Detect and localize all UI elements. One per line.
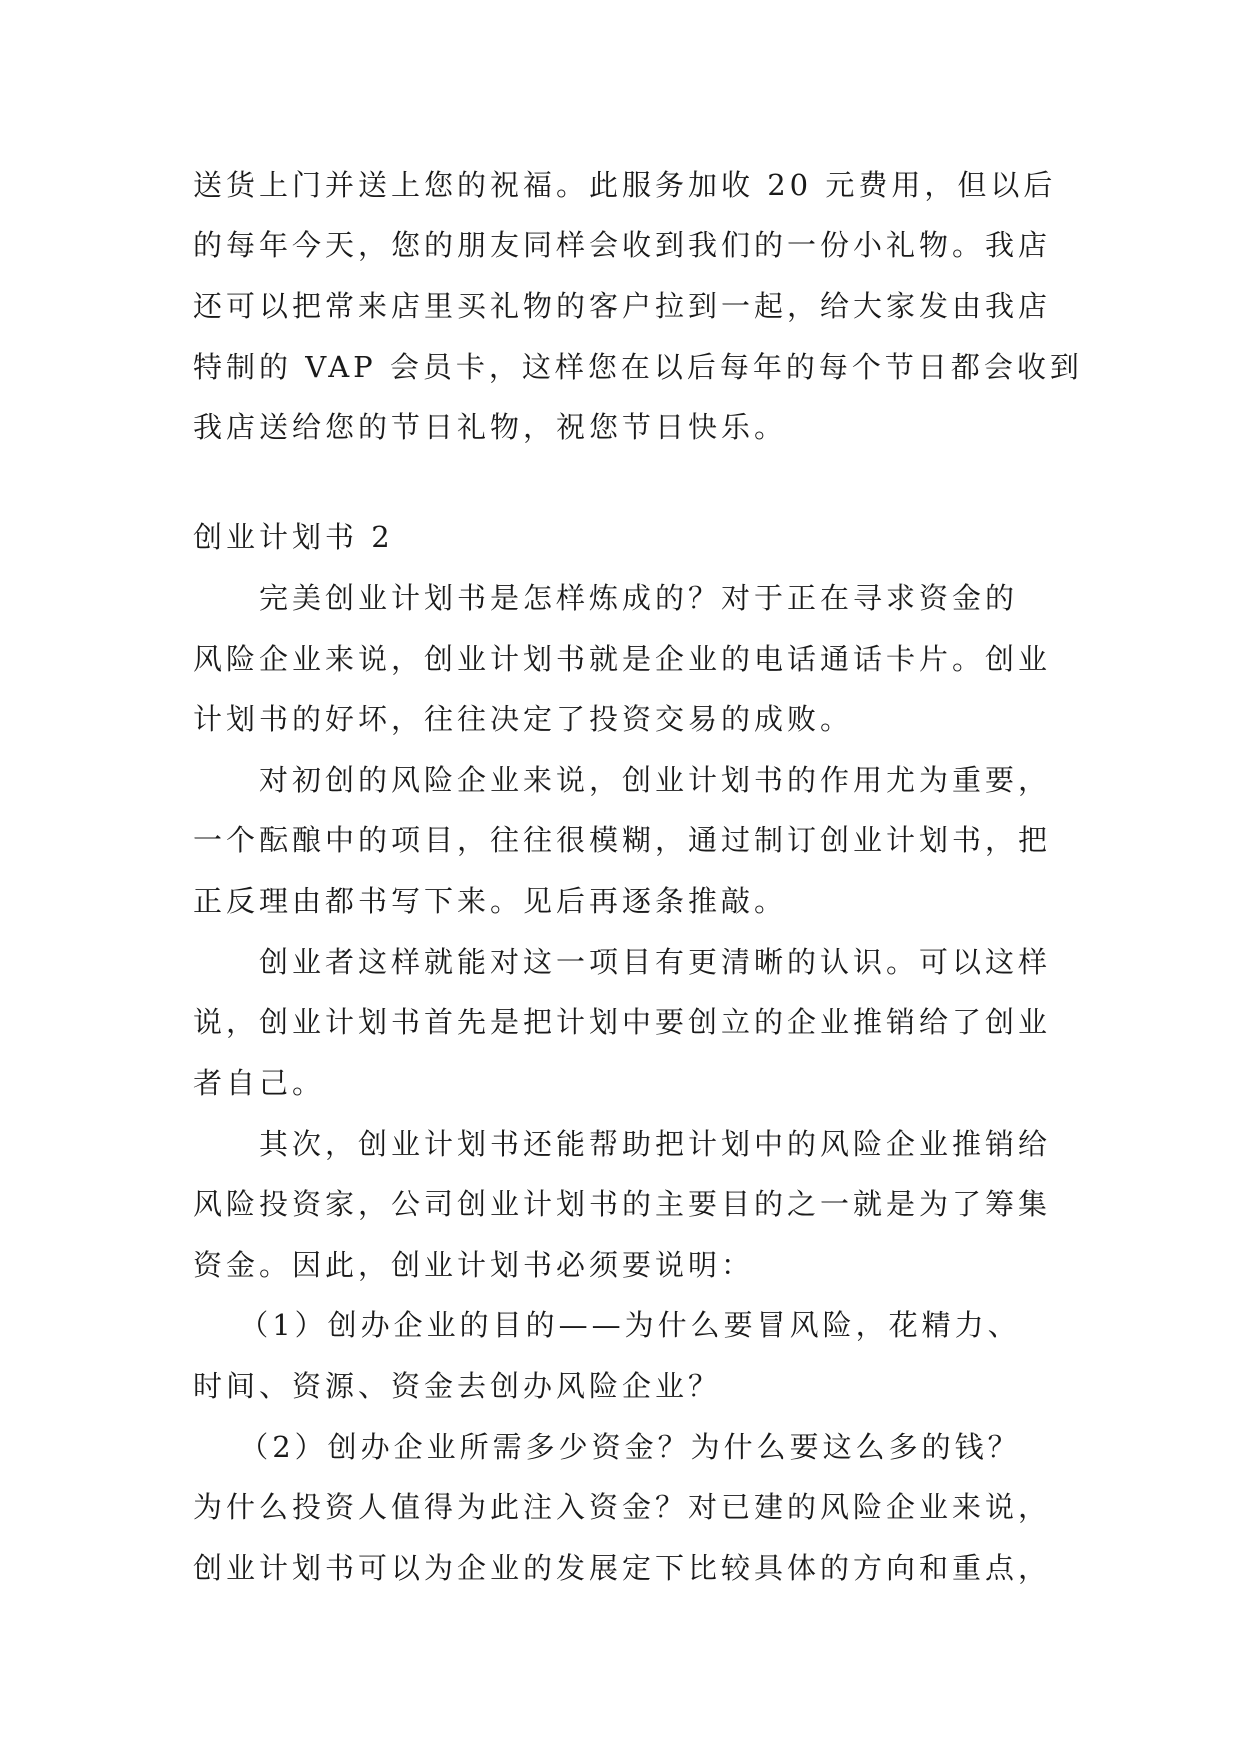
- text-line: 其次，创业计划书还能帮助把计划中的风险企业推销给: [193, 1127, 1052, 1161]
- text-line: 创业者这样就能对这一项目有更清晰的认识。可以这样: [193, 945, 1052, 979]
- text-line: （2）创办企业所需多少资金？为什么要这么多的钱？: [193, 1430, 1021, 1464]
- text-line: 时间、资源、资金去创办风险企业？: [193, 1369, 722, 1403]
- text-line: 风险企业来说，创业计划书就是企业的电话通话卡片。创业: [193, 642, 1052, 676]
- text-line: 资金。因此，创业计划书必须要说明：: [193, 1248, 755, 1282]
- text-line: 的每年今天，您的朋友同样会收到我们的一份小礼物。我店: [193, 228, 1052, 262]
- text-line: 对初创的风险企业来说，创业计划书的作用尤为重要，: [193, 763, 1052, 797]
- text-line: （1）创办企业的目的——为什么要冒风险，花精力、: [193, 1308, 1021, 1342]
- text-line: 还可以把常来店里买礼物的客户拉到一起，给大家发由我店: [193, 289, 1052, 323]
- text-line: 送货上门并送上您的祝福。此服务加收 20 元费用，但以后: [193, 168, 1057, 202]
- text-line: 我店送给您的节日礼物，祝您节日快乐。: [193, 410, 788, 444]
- text-line: 特制的 VAP 会员卡，这样您在以后每年的每个节日都会收到: [193, 350, 1083, 384]
- text-line: 风险投资家，公司创业计划书的主要目的之一就是为了筹集: [193, 1187, 1052, 1221]
- text-line: 者自己。: [193, 1066, 326, 1100]
- text-line: 说，创业计划书首先是把计划中要创立的企业推销给了创业: [193, 1005, 1052, 1039]
- section-heading: 创业计划书 2: [193, 520, 394, 554]
- text-line: 正反理由都书写下来。见后再逐条推敲。: [193, 884, 788, 918]
- text-line: 计划书的好坏，往往决定了投资交易的成败。: [193, 702, 854, 736]
- text-line: 完美创业计划书是怎样炼成的？对于正在寻求资金的: [193, 581, 1019, 615]
- text-line: 一个酝酿中的项目，往往很模糊，通过制订创业计划书，把: [193, 823, 1052, 857]
- text-line: 为什么投资人值得为此注入资金？对已建的风险企业来说，: [193, 1490, 1052, 1524]
- text-line: 创业计划书可以为企业的发展定下比较具体的方向和重点，: [193, 1551, 1052, 1585]
